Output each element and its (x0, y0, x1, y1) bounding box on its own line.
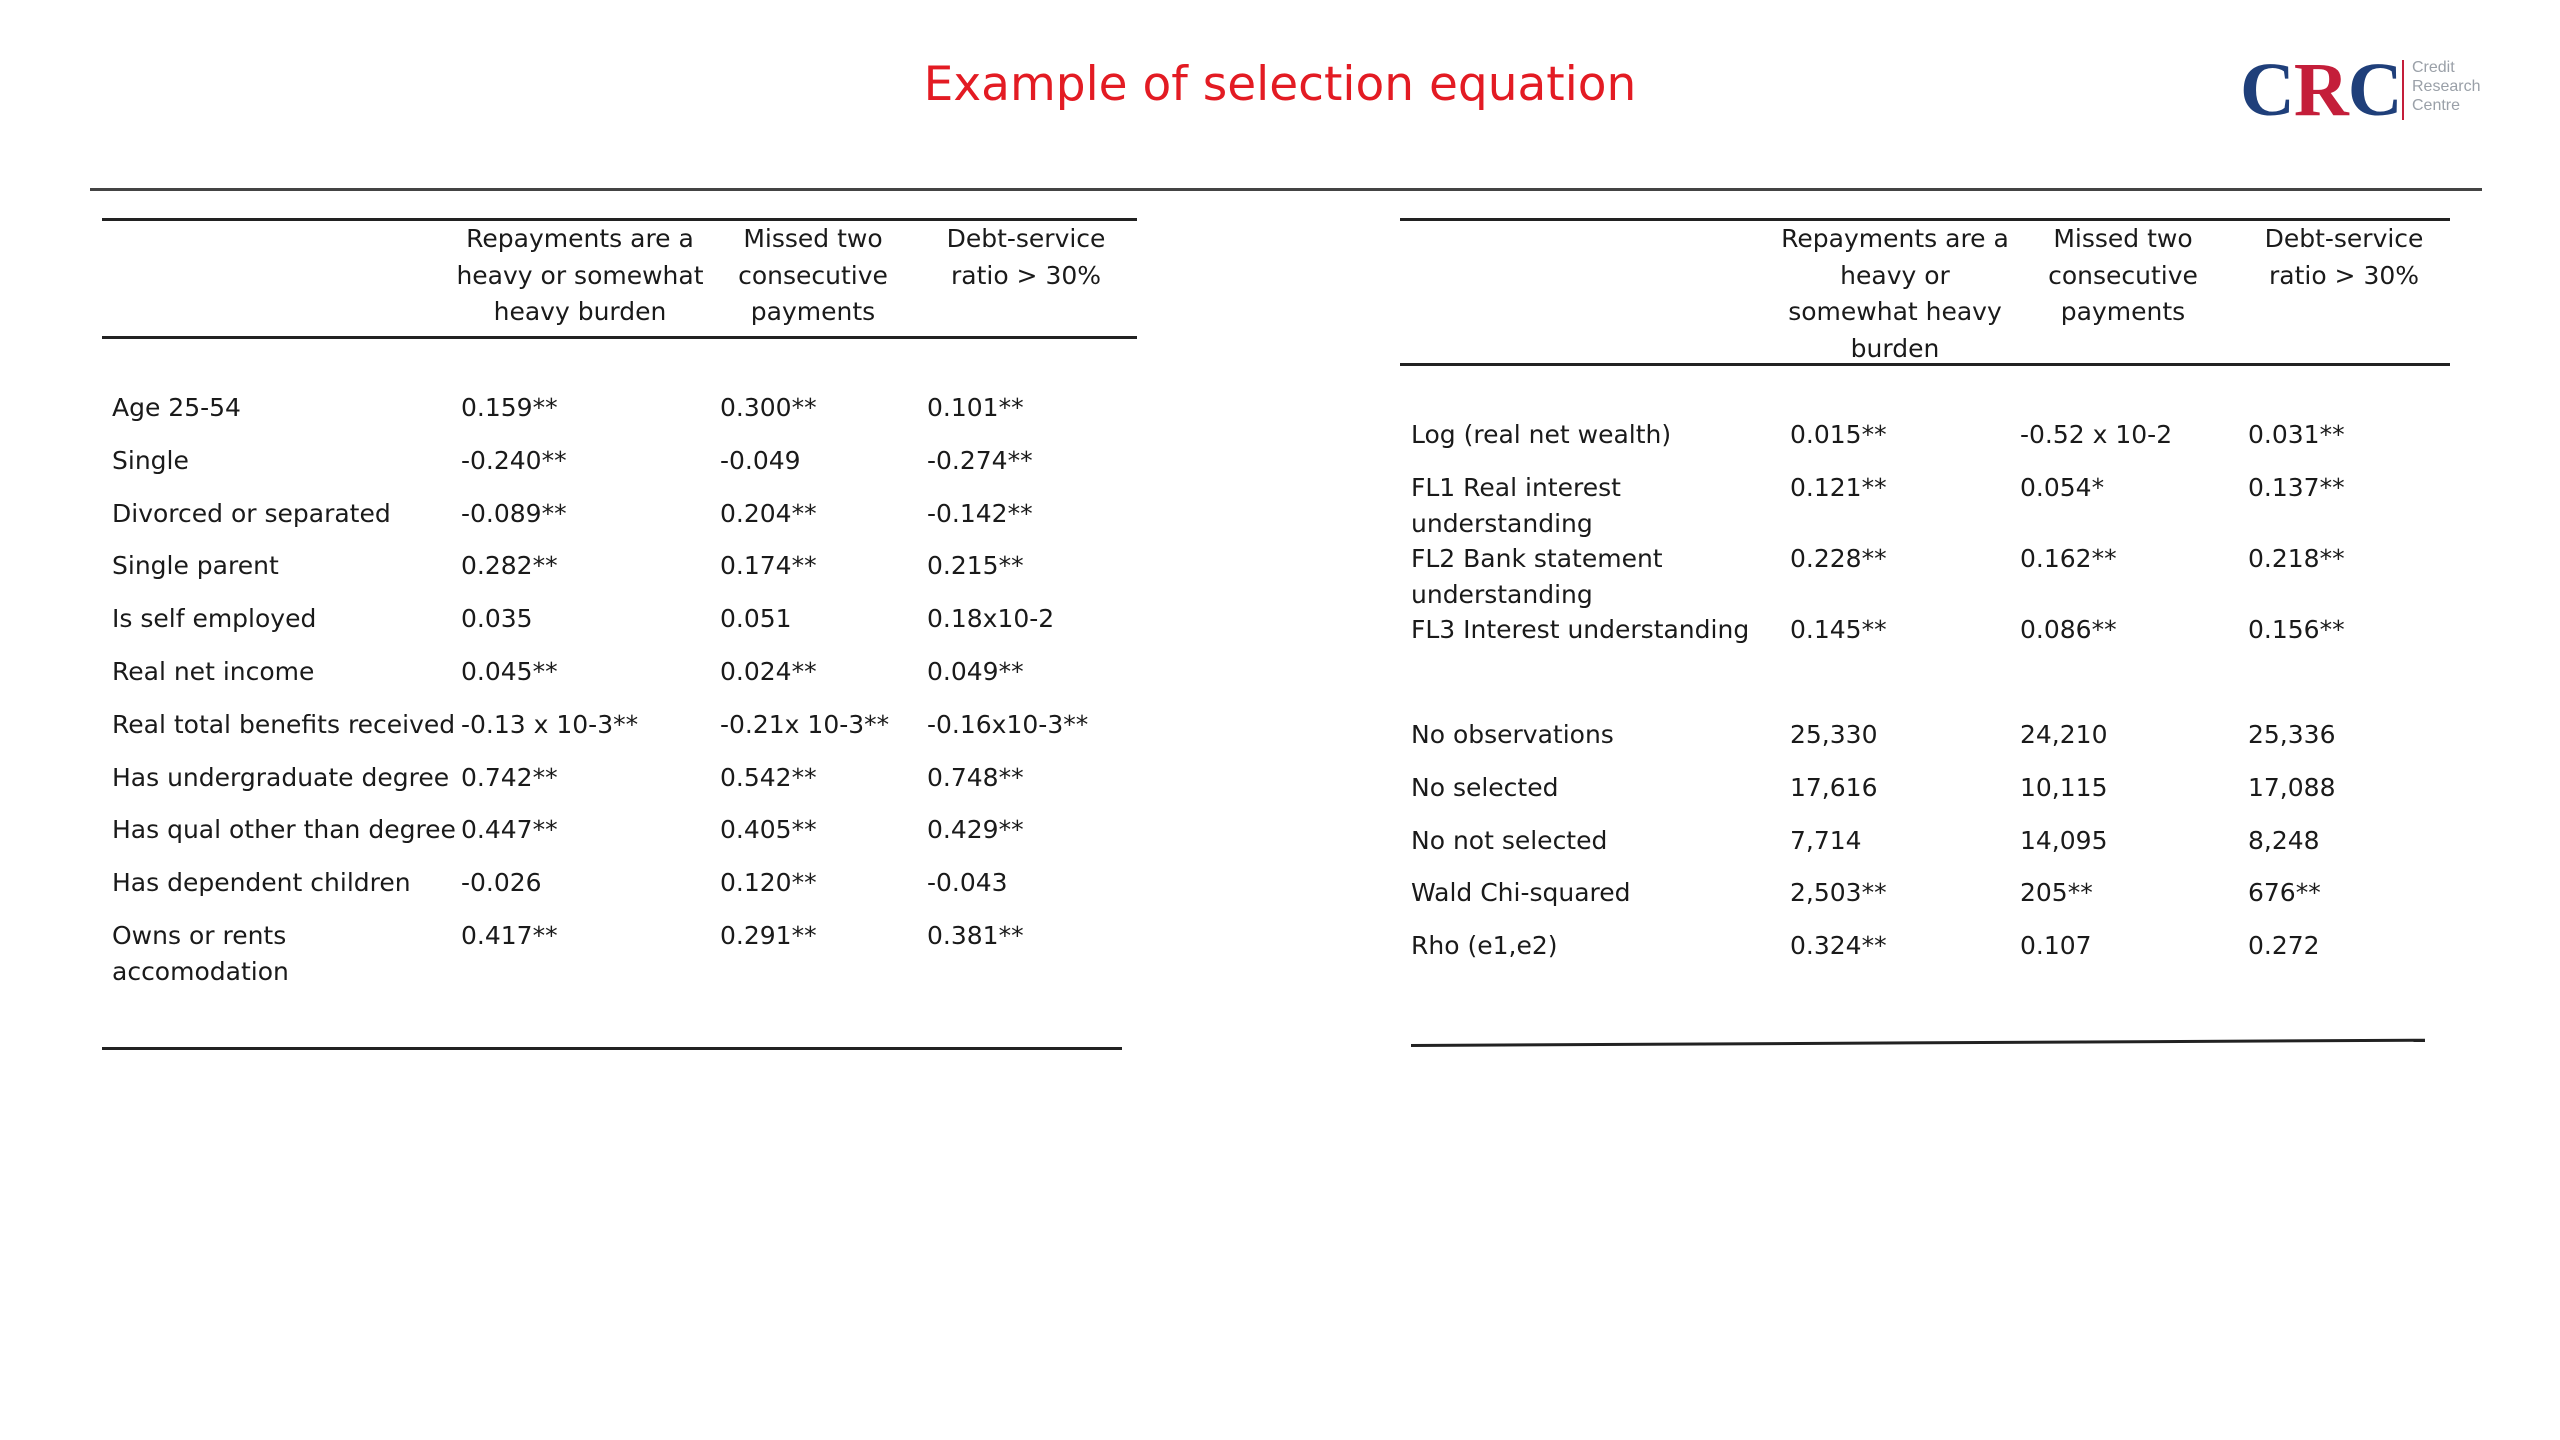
right-table-stat-label (1411, 928, 1557, 964)
left-table-row-value: 0.159** (461, 393, 558, 422)
left-table-row-value: 0.447** (461, 815, 558, 845)
label-line: No not selected (1411, 825, 1608, 855)
right-table-row-label (1411, 470, 1621, 542)
right-table-stat-value: 205** (2020, 878, 2093, 908)
right-table-header-rule (1400, 363, 2450, 366)
label-line: Wald Chi-squared (1411, 878, 1631, 908)
left-table-bottom-rule (102, 1047, 1122, 1050)
header-line: somewhat heavy (1788, 297, 2002, 326)
left-table-row-label (112, 601, 316, 637)
left-table-row-value: 0.024** (720, 657, 817, 686)
right-table-stat-value: 25,336 (2248, 720, 2336, 749)
left-table-row-value: -0.16x10-3** (927, 709, 1089, 739)
label-line: Real net income (112, 657, 315, 686)
label-line: Single (112, 445, 189, 475)
left-table-row-value: 0.120** (720, 868, 817, 898)
left-table-row-label (112, 496, 391, 532)
left-table-row-label (112, 390, 241, 426)
left-table-row-value: 0.542** (720, 762, 817, 792)
logo-divider (2402, 60, 2404, 120)
header-line: ratio > 30% (950, 260, 1102, 290)
label-line: Has qual other than degree (112, 815, 456, 845)
right-table-stat-value: 10,115 (2020, 772, 2108, 802)
header-line: Repayments are a (1781, 224, 2009, 253)
left-header-dsr (921, 221, 1131, 294)
right-table-row-label (1411, 541, 1663, 613)
left-table-row-value: -0.274** (927, 445, 1033, 475)
left-table-row-value: 0.429** (927, 815, 1024, 845)
label-line: FL3 Interest understanding (1411, 615, 1750, 644)
right-table-stat-value: 2,503** (1790, 878, 1887, 908)
left-table-row-value: 0.204** (720, 498, 817, 528)
right-header-burden (1780, 221, 2010, 367)
header-line: heavy burden (493, 297, 667, 326)
left-table-row-value: 0.045** (461, 657, 558, 686)
left-header-missed (713, 221, 913, 331)
right-table-row-value: 0.162** (2020, 544, 2117, 573)
right-table-row-value: 0.228** (1790, 544, 1887, 573)
left-table-row-value: 0.215** (927, 551, 1024, 581)
left-table-row-label (112, 865, 411, 901)
header-line: payments (2060, 297, 2186, 326)
right-table-stat-value: 676** (2248, 878, 2321, 908)
header-line: Repayments are a (466, 224, 694, 253)
left-table-row-value: 0.381** (927, 921, 1024, 950)
slide-title: Example of selection equation (923, 57, 1637, 112)
header-line: ratio > 30% (2268, 260, 2420, 290)
right-table-row-label (1411, 612, 1749, 648)
left-table-row-value: -0.026 (461, 868, 542, 898)
header-line: consecutive (2048, 260, 2198, 290)
right-table-stat-value: 17,088 (2248, 772, 2336, 802)
left-table-row-value: -0.240** (461, 445, 567, 475)
header-line: Debt-service (946, 224, 1106, 253)
right-table-stat-label (1411, 717, 1614, 753)
left-table-row-value: 0.035 (461, 604, 533, 634)
header-line: consecutive (738, 260, 888, 290)
left-table-row-value: 0.174** (720, 551, 817, 581)
crc-logo (2240, 48, 2520, 132)
label-line: understanding (1411, 509, 1593, 538)
right-header-dsr (2239, 221, 2449, 294)
left-table-header-rule (102, 336, 1137, 339)
left-table-row-value: -0.043 (927, 868, 1008, 898)
right-table-stat-value: 0.324** (1790, 931, 1887, 961)
label-line: Log (real net wealth) (1411, 420, 1672, 449)
logo-subtitle: Credit Research Centre (2412, 59, 2481, 114)
header-line: Debt-service (2264, 224, 2424, 253)
right-table-row-label (1411, 417, 1671, 453)
right-table-stat-value: 0.107 (2020, 931, 2092, 961)
left-table-row-value: 0.300** (720, 393, 817, 422)
header-line: payments (750, 297, 876, 326)
left-table-row-label (112, 918, 289, 990)
header-line: Missed two (2053, 224, 2193, 253)
header-line: heavy or (1840, 260, 1950, 290)
right-table-stat-label (1411, 823, 1607, 859)
right-table-row-value: 0.156** (2248, 615, 2345, 644)
right-table-stat-label (1411, 770, 1558, 806)
right-table-stat-value: 25,330 (1790, 720, 1878, 749)
label-line: No observations (1411, 720, 1614, 749)
right-table-row-value: 0.145** (1790, 615, 1887, 644)
label-line: Has undergraduate degree (112, 762, 450, 792)
left-table-row-value: 0.291** (720, 921, 817, 950)
label-line: Age 25-54 (112, 393, 241, 422)
left-table-row-label (112, 760, 449, 796)
header-line: Missed two (743, 224, 883, 253)
left-table-row-value: 0.417** (461, 921, 558, 950)
right-table-stat-value: 0.272 (2248, 931, 2320, 961)
left-table-row-label (112, 548, 279, 584)
right-table-bottom-rule (1411, 1039, 2425, 1047)
label-line: Real total benefits received (112, 709, 456, 739)
label-line: Rho (e1,e2) (1411, 931, 1558, 961)
right-table-stat-value: 8,248 (2248, 825, 2320, 855)
left-table-row-value: -0.13 x 10-3** (461, 709, 639, 739)
crc-logo-mark: CRC (2240, 48, 2402, 132)
label-line: understanding (1411, 580, 1593, 609)
left-table-row-value: 0.282** (461, 551, 558, 581)
label-line: FL1 Real interest (1411, 473, 1621, 502)
label-line: Single parent (112, 551, 279, 581)
right-table-row-value: 0.218** (2248, 544, 2345, 573)
right-table-row-value: 0.031** (2248, 420, 2345, 449)
right-table-stat-value: 24,210 (2020, 720, 2108, 749)
left-header-burden (445, 221, 715, 331)
right-table-row-value: 0.121** (1790, 473, 1887, 502)
left-table-row-value: 0.18x10-2 (927, 604, 1055, 634)
left-table-row-value: -0.142** (927, 498, 1033, 528)
right-table-row-value: 0.137** (2248, 473, 2345, 502)
left-table-row-value: -0.049 (720, 445, 801, 475)
right-table-stat-value: 7,714 (1790, 825, 1862, 855)
left-table-row-label (112, 443, 189, 479)
label-line: FL2 Bank statement (1411, 544, 1663, 573)
right-table-stat-value: 17,616 (1790, 772, 1878, 802)
right-table-row-value: 0.086** (2020, 615, 2117, 644)
left-table-row-label (112, 654, 314, 690)
left-table-row-label (112, 707, 455, 743)
label-line: accomodation (112, 957, 289, 986)
left-table-row-label (112, 812, 456, 848)
title-divider (90, 188, 2482, 191)
left-table-row-value: -0.089** (461, 498, 567, 528)
header-line: heavy or somewhat (456, 260, 704, 290)
right-header-missed (2023, 221, 2223, 331)
left-table-row-value: 0.049** (927, 657, 1024, 686)
label-line: No selected (1411, 772, 1559, 802)
left-table-row-value: 0.101** (927, 393, 1024, 422)
right-table-row-value: 0.054* (2020, 473, 2105, 502)
left-table-row-value: 0.748** (927, 762, 1024, 792)
left-table-row-value: 0.405** (720, 815, 817, 845)
label-line: Has dependent children (112, 868, 411, 898)
right-table-stat-label (1411, 875, 1631, 911)
right-table-row-value: -0.52 x 10-2 (2020, 420, 2173, 449)
right-table-row-value: 0.015** (1790, 420, 1887, 449)
left-table-row-value: 0.051 (720, 604, 792, 634)
header-line: burden (1850, 333, 1940, 363)
right-table-stat-value: 14,095 (2020, 825, 2108, 855)
label-line: Owns or rents (112, 921, 287, 950)
left-table-row-value: 0.742** (461, 762, 558, 792)
left-table-row-value: -0.21x 10-3** (720, 709, 890, 739)
label-line: Divorced or separated (112, 498, 391, 528)
label-line: Is self employed (112, 604, 317, 634)
